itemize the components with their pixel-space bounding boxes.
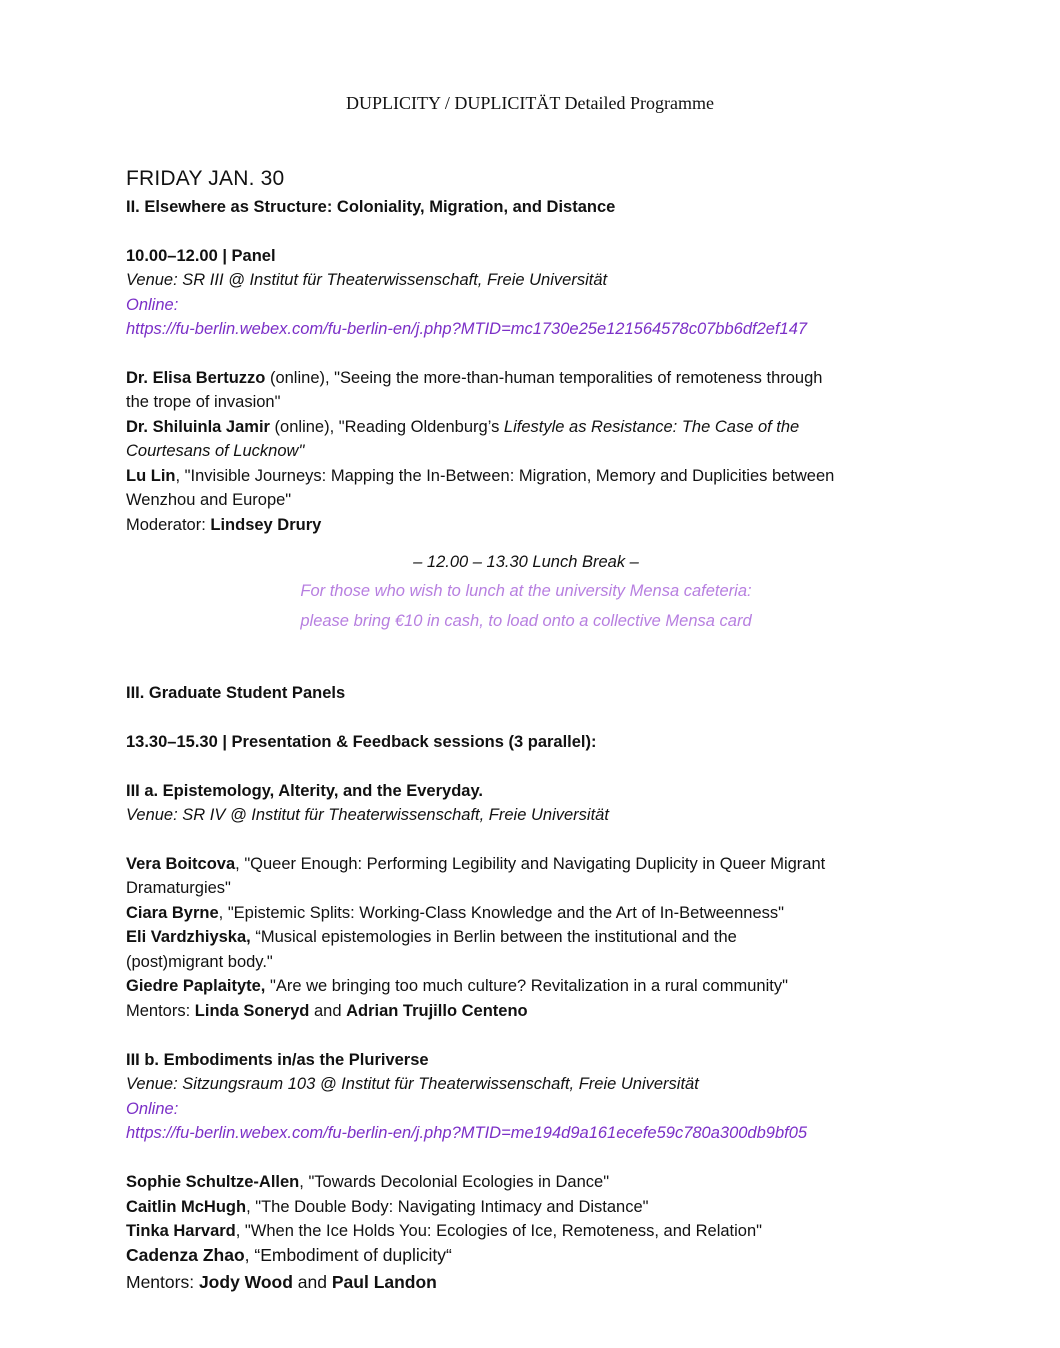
- talk-item: [126, 925, 926, 950]
- speaker-name: Sophie Schultze-Allen: [126, 1173, 300, 1191]
- talk-item: [126, 464, 926, 489]
- separator: ,: [235, 1222, 245, 1240]
- moderator-label: Moderator:: [126, 516, 211, 534]
- speaker-note: (online),: [269, 418, 339, 436]
- talk-title-continued: Wenzhou and Europe": [126, 491, 292, 509]
- and-text: and: [309, 1002, 347, 1020]
- lunch-note-line-2: please bring €10 in cash, to load onto a collective Mensa card: [300, 612, 752, 630]
- mentors-label: Mentors:: [126, 1002, 195, 1020]
- section-2-online-label: Online:: [126, 296, 179, 314]
- speaker-name: Eli Vardzhiyska,: [126, 928, 251, 946]
- talk-item: [126, 901, 926, 926]
- talk-title: “Embodiment of duplicity“: [254, 1245, 452, 1265]
- speaker-name: Vera Boitcova: [126, 855, 236, 873]
- speaker-name: Tinka Harvard: [126, 1222, 236, 1240]
- talk-title: "Towards Decolonial Ecologies in Dance": [308, 1173, 610, 1191]
- mentors-label: Mentors:: [126, 1272, 199, 1292]
- panel-a-venue: Venue: SR IV @ Institut für Theaterwissenschaft, Freie Universität: [126, 806, 609, 824]
- speaker-name: Dr. Shiluinla Jamir: [126, 418, 270, 436]
- talk-title-continued: the trope of invasion": [126, 393, 281, 411]
- talk-title: "Are we bringing too much culture? Revitalization in a rural community": [269, 977, 788, 995]
- speaker-name: Cadenza Zhao: [126, 1245, 245, 1265]
- separator: ,: [244, 1245, 255, 1265]
- mentor-name: Paul Landon: [331, 1272, 437, 1292]
- and-text: and: [292, 1272, 332, 1292]
- speaker-name: Ciara Byrne: [126, 904, 219, 922]
- section-3-heading: III. Graduate Student Panels: [126, 684, 346, 702]
- talk-title: “Musical epistemologies in Berlin between the institutional and the: [255, 928, 737, 946]
- document-title: DUPLICITY / DUPLICITÄT Detailed Programme: [346, 93, 714, 113]
- mentor-name: Adrian Trujillo Centeno: [346, 1002, 528, 1020]
- day-heading: FRIDAY JAN. 30: [126, 167, 285, 190]
- talk-title-suffix: ": [298, 442, 305, 460]
- separator: ,: [218, 904, 228, 922]
- speaker-name: Caitlin McHugh: [126, 1198, 247, 1216]
- talk-title-italic: Lifestyle as Resistance: The Case of the: [503, 418, 800, 436]
- section-3-time: 13.30–15.30 | Presentation & Feedback sessions (3 parallel):: [126, 733, 597, 751]
- talk-item: [126, 415, 926, 440]
- talk-title: "Seeing the more-than-human temporalities of remoteness through: [334, 369, 823, 387]
- section-2-time: 10.00–12.00 | Panel: [126, 247, 276, 265]
- section-2-heading: II. Elsewhere as Structure: Coloniality, Migration, and Distance: [126, 198, 616, 216]
- mentors-line: [126, 999, 926, 1024]
- talk-item: [126, 1243, 926, 1268]
- panel-b-online-link[interactable]: https://fu-berlin.webex.com/fu-berlin-en/j.php?MTID=me194d9a161ecefe59c780a300db9bf05: [126, 1124, 808, 1142]
- separator: ,: [299, 1173, 309, 1191]
- talk-title: "Queer Enough: Performing Legibility and Navigating Duplicity in Queer Migrant: [244, 855, 826, 873]
- speaker-note: (online),: [265, 369, 335, 387]
- lunch-note-line-1: For those who wish to lunch at the university Mensa cafeteria:: [300, 582, 752, 600]
- mentor-name: Jody Wood: [198, 1272, 293, 1292]
- talk-title-continued: [126, 439, 926, 464]
- section-2-online-link[interactable]: https://fu-berlin.webex.com/fu-berlin-en/j.php?MTID=mc1730e25e121564578c07bb6df2ef147: [126, 320, 808, 338]
- speaker-note: ,: [175, 467, 185, 485]
- panel-b-online-label: Online:: [126, 1100, 179, 1118]
- talk-item: [126, 852, 926, 877]
- talk-item: [126, 1195, 926, 1220]
- talk-title-continued: (post)migrant body.": [126, 953, 273, 971]
- talk-item: [126, 1219, 926, 1244]
- mentor-name: Linda Soneryd: [194, 1002, 310, 1020]
- mentors-line: [126, 1270, 926, 1295]
- separator: ,: [246, 1198, 256, 1216]
- talk-title: "When the Ice Holds You: Ecologies of Ice, Remoteness, and Relation": [244, 1222, 763, 1240]
- speaker-name: Dr. Elisa Bertuzzo: [126, 369, 266, 387]
- talk-title-italic: Courtesans of Lucknow: [126, 442, 299, 460]
- panel-b-venue: Venue: Sitzungsraum 103 @ Institut für Theaterwissenschaft, Freie Universität: [126, 1075, 699, 1093]
- separator: ,: [235, 855, 245, 873]
- talk-title-continued: Dramaturgies": [126, 879, 231, 897]
- talk-title-prefix: "Reading Oldenburg’s: [338, 418, 504, 436]
- moderator-line: [126, 513, 926, 538]
- section-2-venue: Venue: SR III @ Institut für Theaterwissenschaft, Freie Universität: [126, 271, 608, 289]
- talk-title: "The Double Body: Navigating Intimacy and Distance": [255, 1198, 649, 1216]
- talk-item: [126, 366, 926, 391]
- speaker-name: Giedre Paplaityte,: [126, 977, 266, 995]
- panel-b-heading: III b. Embodiments in/as the Pluriverse: [126, 1051, 429, 1069]
- talk-item: [126, 974, 926, 999]
- talk-title: "Epistemic Splits: Working-Class Knowledge and the Art of In-Betweenness": [227, 904, 784, 922]
- moderator-name: Lindsey Drury: [210, 516, 322, 534]
- panel-a-heading: III a. Epistemology, Alterity, and the Everyday.: [126, 782, 483, 800]
- lunch-break-label: – 12.00 – 13.30 Lunch Break –: [413, 553, 639, 571]
- talk-title: "Invisible Journeys: Mapping the In-Between: Migration, Memory and Duplicities between: [184, 467, 835, 485]
- talk-item: [126, 1170, 926, 1195]
- speaker-name: Lu Lin: [126, 467, 176, 485]
